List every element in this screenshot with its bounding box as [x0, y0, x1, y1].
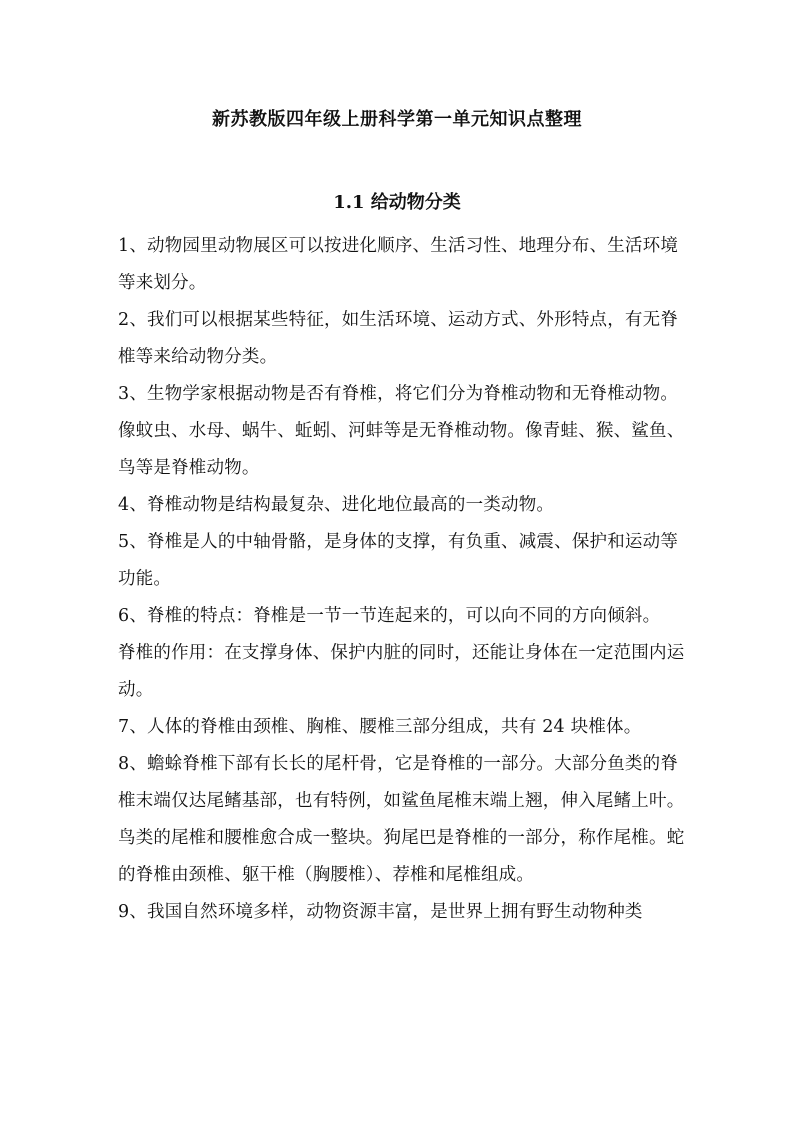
paragraph-8: 8、蟾蜍脊椎下部有长长的尾杆骨，它是脊椎的一部分。大部分鱼类的脊椎末端仅达尾鳍基部，也有特例，如鲨鱼尾椎末端上翘，伸入尾鳍上叶。鸟类的尾椎和腰椎愈合成一整块。狗尾巴是脊椎的一部分，称作尾椎。蛇的脊椎由颈椎、躯干椎（胸腰椎）、荐椎和尾椎组成。	[118, 754, 685, 885]
paragraph-1: 1、动物园里动物展区可以按进化顺序、生活习性、地理分布、生活环境等来划分。	[118, 236, 679, 293]
paragraph-3: 3、生物学家根据动物是否有脊椎，将它们分为脊椎动物和无脊椎动物。像蚊虫、水母、蜗牛、蚯蚓、河蚌等是无脊椎动物。像青蛙、猴、鲨鱼、鸟等是脊椎动物。	[118, 384, 685, 478]
section-title: 1.1 给动物分类	[333, 192, 461, 213]
document-body	[118, 228, 686, 931]
document-title: 新苏教版四年级上册科学第一单元知识点整理	[212, 109, 582, 130]
paragraph-2: 2、我们可以根据某些特征，如生活环境、运动方式、外形特点，有无脊椎等来给动物分类。	[118, 310, 679, 367]
paragraph-4: 4、脊椎动物是结构最复杂、进化地位最高的一类动物。	[118, 495, 555, 515]
paragraph-5: 5、脊椎是人的中轴骨骼，是身体的支撑，有负重、减震、保护和运动等功能。	[118, 532, 679, 589]
paragraph-7: 7、人体的脊椎由颈椎、胸椎、腰椎三部分组成，共有 24 块椎体。	[118, 717, 642, 737]
paragraph-6-function: 脊椎的作用：在支撑身体、保护内脏的同时，还能让身体在一定范围内运动。	[118, 643, 685, 700]
paragraph-9: 9、我国自然环境多样，动物资源丰富，是世界上拥有野生动物种类	[118, 902, 643, 922]
paragraph-6: 6、脊椎的特点：脊椎是一节一节连起来的，可以向不同的方向倾斜。	[118, 606, 661, 626]
